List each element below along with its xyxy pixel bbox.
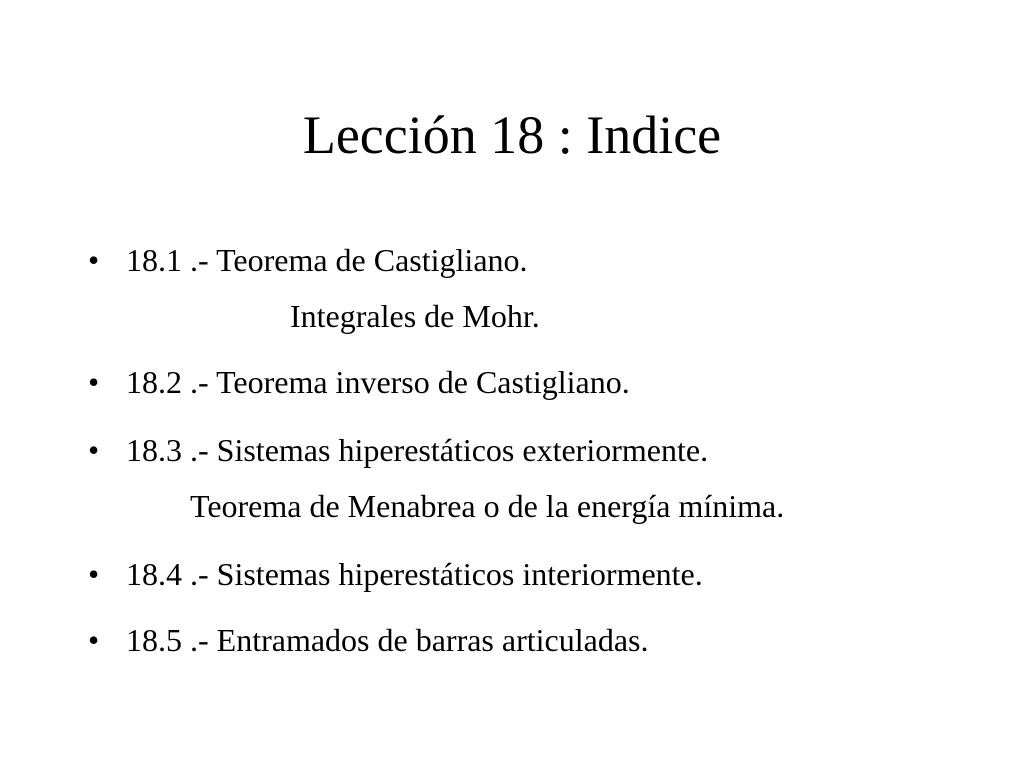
bullet-icon: • — [88, 364, 100, 400]
bullet-icon: • — [88, 432, 100, 468]
list-item-continuation: Integrales de Mohr. — [290, 298, 540, 334]
slide-title: Lección 18 : Indice — [302, 105, 722, 165]
list-item-text: 18.1 .- Teorema de Castigliano. — [126, 242, 528, 278]
bullet-icon: • — [88, 556, 100, 592]
list-item-text: 18.4 .- Sistemas hiperestáticos interiormente. — [126, 556, 703, 592]
bullet-icon: • — [88, 242, 100, 278]
list-item-text: 18.3 .- Sistemas hiperestáticos exteriormente. — [126, 432, 709, 468]
list-item-text: 18.5 .- Entramados de barras articuladas. — [126, 622, 649, 658]
list-item-text: 18.2 .- Teorema inverso de Castigliano. — [126, 364, 630, 400]
list-item-continuation: Teorema de Menabrea o de la energía mínima. — [190, 488, 785, 524]
bullet-icon: • — [88, 622, 100, 658]
